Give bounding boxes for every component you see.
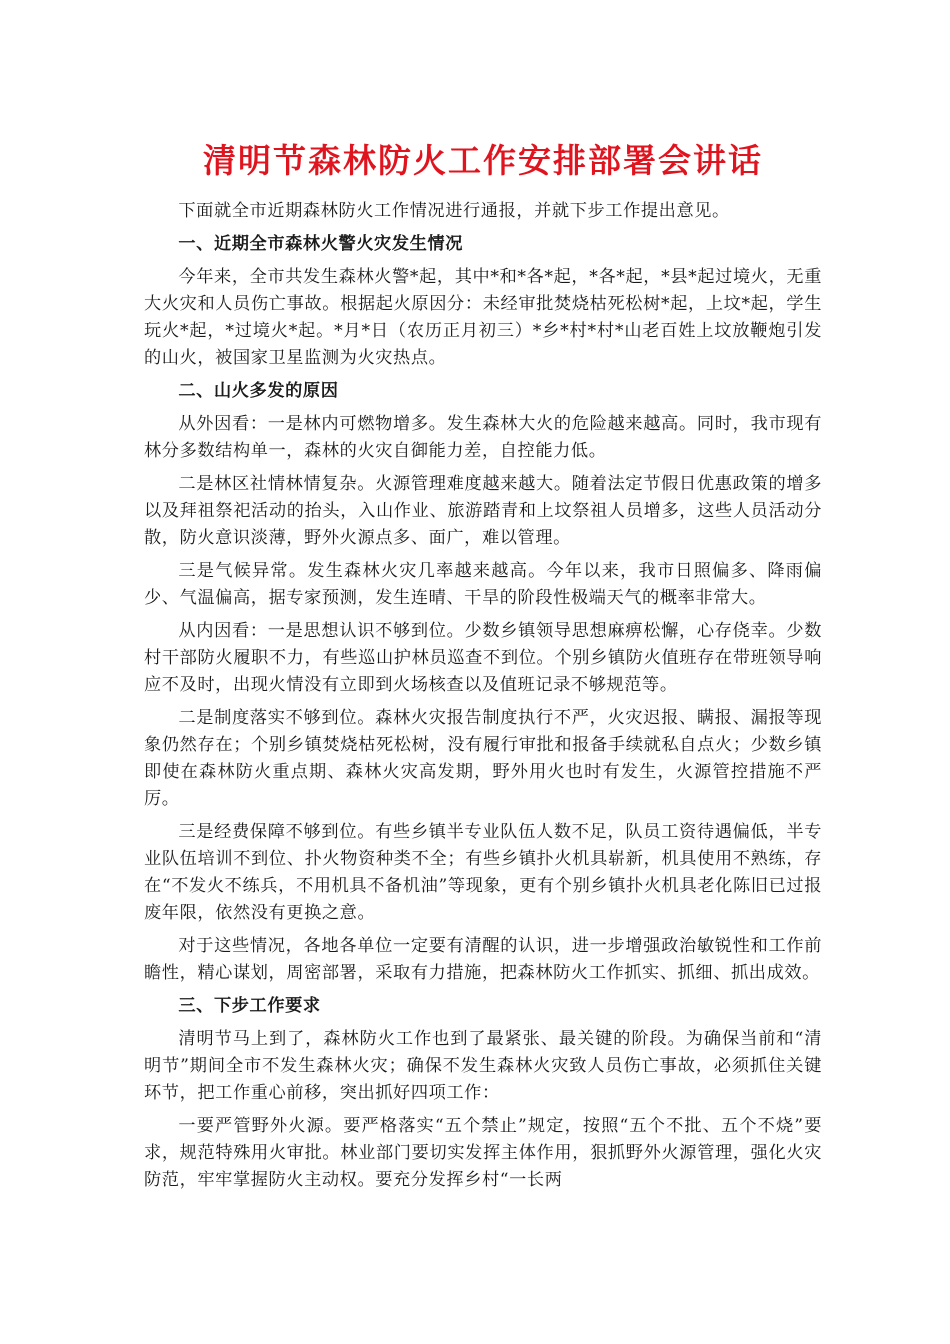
section-2-paragraph-3: 三是气候异常。发生森林火灾几率越来越高。今年以来，我市日照偏多、降雨偏少、气温偏高，据专家预测，发生连晴、干旱的阶段性极端天气的概率非常大。: [144, 561, 822, 608]
section-2-paragraph-5: 二是制度落实不够到位。森林火灾报告制度执行不严，火灾迟报、瞒报、漏报等现象仍然存在；个别乡镇焚烧枯死松树，没有履行审批和报备手续就私自点火；少数乡镇即使在森林防火重点期、森林火灾高发期，野外用火也时有发生，火源管控措施不严厉。: [144, 708, 822, 809]
section-2-heading: 二、山火多发的原因: [178, 381, 339, 401]
document-title: 清明节森林防火工作安排部署会讲话: [203, 141, 763, 180]
section-2-paragraph-6: 三是经费保障不够到位。有些乡镇半专业队伍人数不足，队员工资待遇偏低，半专业队伍培训不到位、扑火物资种类不全；有些乡镇扑火机具崭新，机具使用不熟练，存在“不发火不练兵，不用机具不备机油”等现象，更有个别乡镇扑火机具老化陈旧已过报废年限，依然没有更换之意。: [144, 822, 822, 923]
section-1-heading: 一、近期全市森林火警火灾发生情况: [178, 234, 463, 254]
section-3-paragraph-1: 清明节马上到了，森林防火工作也到了最紧张、最关键的阶段。为确保当前和“清明节”期间全市不发生森林火灾；确保不发生森林火灾致人员伤亡事故，必须抓住关键环节，把工作重心前移，突出抓好四项工作：: [144, 1029, 822, 1103]
section-1-paragraph-1: 今年来，全市共发生森林火警*起，其中*和*各*起，*各*起，*县*起过境火，无重大火灾和人员伤亡事故。根据起火原因分：未经审批焚烧枯死松树*起，上坟*起，学生玩火*起，*过境火*起。*月*日（农历正月初三）*乡*村*村*山老百姓上坟放鞭炮引发的山火，被国家卫星监测为火灾热点。: [144, 267, 822, 368]
section-2-paragraph-7: 对于这些情况，各地各单位一定要有清醒的认识，进一步增强政治敏锐性和工作前瞻性，精心谋划，周密部署，采取有力措施，把森林防火工作抓实、抓细、抓出成效。: [144, 936, 822, 983]
section-2-paragraph-1: 从外因看：一是林内可燃物增多。发生森林大火的危险越来越高。同时，我市现有林分多数结构单一，森林的火灾自御能力差，自控能力低。: [144, 414, 822, 461]
section-3-heading: 三、下步工作要求: [178, 996, 321, 1016]
section-2-paragraph-2: 二是林区社情林情复杂。火源管理难度越来越大。随着法定节假日优惠政策的增多以及拜祖祭祀活动的抬头，入山作业、旅游踏青和上坟祭祖人员增多，这些人员活动分散，防火意识淡薄，野外火源点多、面广，难以管理。: [144, 474, 822, 548]
section-3-paragraph-2: 一要严管野外火源。要严格落实“五个禁止”规定，按照“五个不批、五个不烧”要求，规范特殊用火审批。林业部门要切实发挥主体作用，狠抓野外火源管理，强化火灾防范，牢牢掌握防火主动权。要充分发挥乡村“一长两: [144, 1116, 822, 1190]
intro-paragraph: 下面就全市近期森林防火工作情况进行通报，并就下步工作提出意见。: [178, 201, 730, 221]
section-2-paragraph-4: 从内因看：一是思想认识不够到位。少数乡镇领导思想麻痹松懈，心存侥幸。少数村干部防火履职不力，有些巡山护林员巡查不到位。个别乡镇防火值班存在带班领导响应不及时，出现火情没有立即到火场核查以及值班记录不够规范等。: [144, 621, 822, 695]
